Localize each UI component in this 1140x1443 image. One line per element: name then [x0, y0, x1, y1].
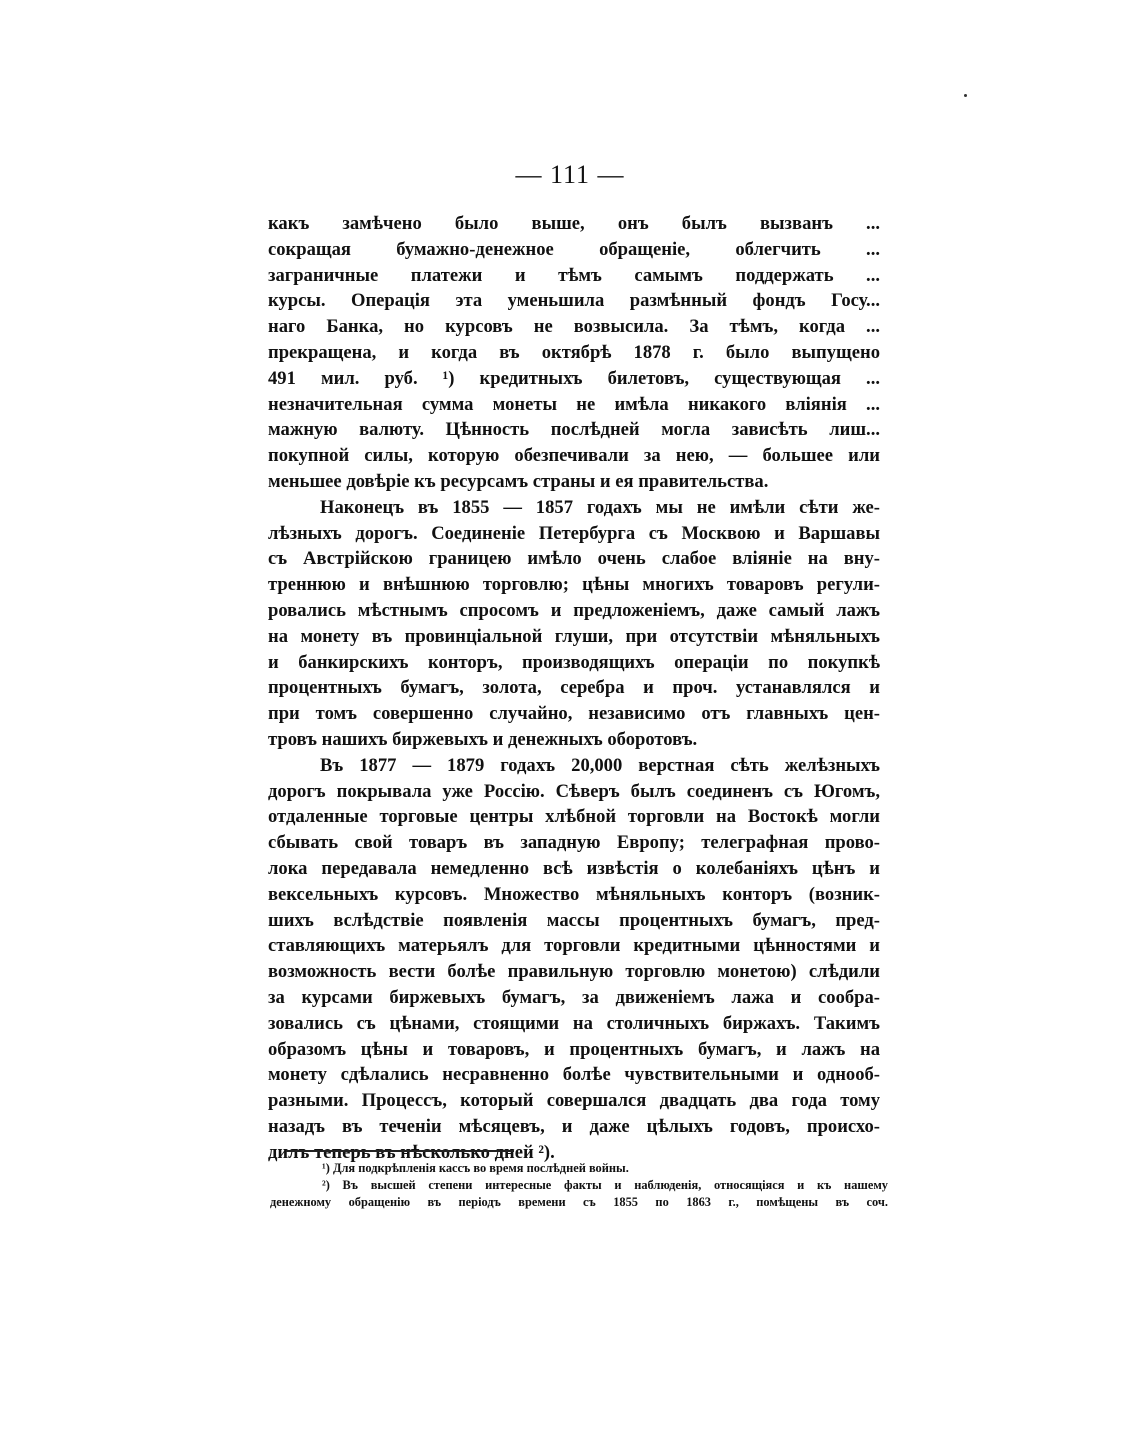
text-line: 491 мил. руб. ¹) кредитныхъ билетовъ, существующая ... [268, 367, 880, 389]
text-line: процентныхъ бумагъ, золота, серебра и проч. устанавлялся и [268, 677, 880, 699]
footnote-rule [286, 1150, 514, 1152]
text-line: наго Банка, но курсовъ не возвысила. За тѣмъ, когда ... [268, 316, 880, 338]
text-line: лока передавала немедленно всѣ извѣстія о колебаніяхъ цѣнъ и [268, 857, 880, 879]
footnote-line: ¹) Для подкрѣпленія кассъ во время послѣдней войны. [322, 1161, 629, 1175]
body-text [268, 211, 880, 1165]
text-line: на монету въ провинціальной глуши, при отсутствіи мѣняльныхъ [268, 625, 880, 647]
text-line: отдаленные торговые центры хлѣбной торговли на Востокѣ могли [268, 806, 880, 828]
text-line: лѣзныхъ дорогъ. Соединеніе Петербурга съ Москвою и Варшавы [268, 522, 880, 544]
text-line: тровъ нашихъ биржевыхъ и денежныхъ оборотовъ. [268, 728, 698, 750]
text-line: прекращена, и когда въ октябрѣ 1878 г. было выпущено [268, 341, 880, 363]
text-line: при томъ совершенно случайно, независимо отъ главныхъ цен- [268, 703, 880, 725]
footnote-line: ²) Въ высшей степени интересные факты и наблюденія, относящіяся и къ нашему [322, 1178, 888, 1192]
text-line: зовались съ цѣнами, стоящими на столичныхъ биржахъ. Такимъ [268, 1012, 880, 1034]
text-line: монету сдѣлались несравненно болѣе чувствительными и однооб- [268, 1064, 880, 1086]
text-line: назадъ въ теченіи мѣсяцевъ, и даже цѣлыхъ годовъ, происхо- [268, 1115, 880, 1137]
text-line: за курсами биржевыхъ бумагъ, за движеніемъ лажа и сообра- [268, 986, 880, 1008]
text-line: ровались мѣстнымъ спросомъ и предложеніемъ, даже самый лажъ [268, 599, 880, 621]
text-line: вексельныхъ курсовъ. Множество мѣняльныхъ конторъ (возник- [268, 883, 880, 905]
text-line: возможность вести болѣе правильную торговлю монетою) слѣдили [268, 961, 880, 983]
page-speck [964, 94, 967, 97]
text-line: и банкирскихъ конторъ, производящихъ операціи по покупкѣ [268, 651, 880, 673]
text-line: Наконецъ въ 1855 — 1857 годахъ мы не имѣли сѣти же- [320, 496, 880, 518]
text-line: сбывать свой товаръ въ западную Европу; телеграфная прово- [268, 832, 880, 854]
text-line: ставляющихъ матерьялъ для торговли кредитными цѣнностями и [268, 935, 880, 957]
text-line: дилъ теперь въ нѣсколько дней ²). [268, 1141, 555, 1163]
text-line: разными. Процессъ, который совершался двадцать два года тому [268, 1090, 880, 1112]
text-line: какъ замѣчено было выше, онъ былъ вызванъ ... [268, 213, 880, 234]
text-line: Въ 1877 — 1879 годахъ 20,000 верстная сѣть желѣзныхъ [320, 754, 880, 776]
footnote-line: денежному обращенію въ періодъ времени съ 1855 по 1863 г., помѣщены въ соч. [270, 1195, 888, 1209]
text-line: образомъ цѣны и товаровъ, и процентныхъ бумагъ, и лажъ на [268, 1038, 880, 1060]
text-line: мажную валюту. Цѣнность послѣдней могла зависѣть лиш... [268, 419, 880, 441]
text-line: меньшее довѣріе къ ресурсамъ страны и ея правительства. [268, 470, 769, 492]
text-line: треннюю и внѣшнюю торговлю; цѣны многихъ товаровъ регули- [268, 574, 880, 596]
text-line: съ Австрійскою границею имѣло очень слабое вліяніе на вну- [268, 548, 880, 570]
text-line: незначительная сумма монеты не имѣла никакого вліянія ... [268, 393, 880, 415]
text-line: заграничные платежи и тѣмъ самымъ поддержать ... [268, 264, 880, 286]
text-line: сокращая бумажно-денежное обращеніе, облегчить ... [268, 238, 880, 260]
text-line: дорогъ покрывала уже Россію. Сѣверъ былъ соединенъ съ Югомъ, [268, 780, 880, 802]
text-line: шихъ вслѣдствіе появленія массы процентныхъ бумагъ, пред- [268, 909, 880, 931]
page-number: — 111 — [515, 160, 625, 189]
footnotes [270, 1160, 888, 1211]
text-line: покупной силы, которую обезпечивали за нею, — большее или [268, 445, 880, 467]
text-line: курсы. Операція эта уменьшила размѣнный фондъ Госу... [268, 290, 880, 312]
